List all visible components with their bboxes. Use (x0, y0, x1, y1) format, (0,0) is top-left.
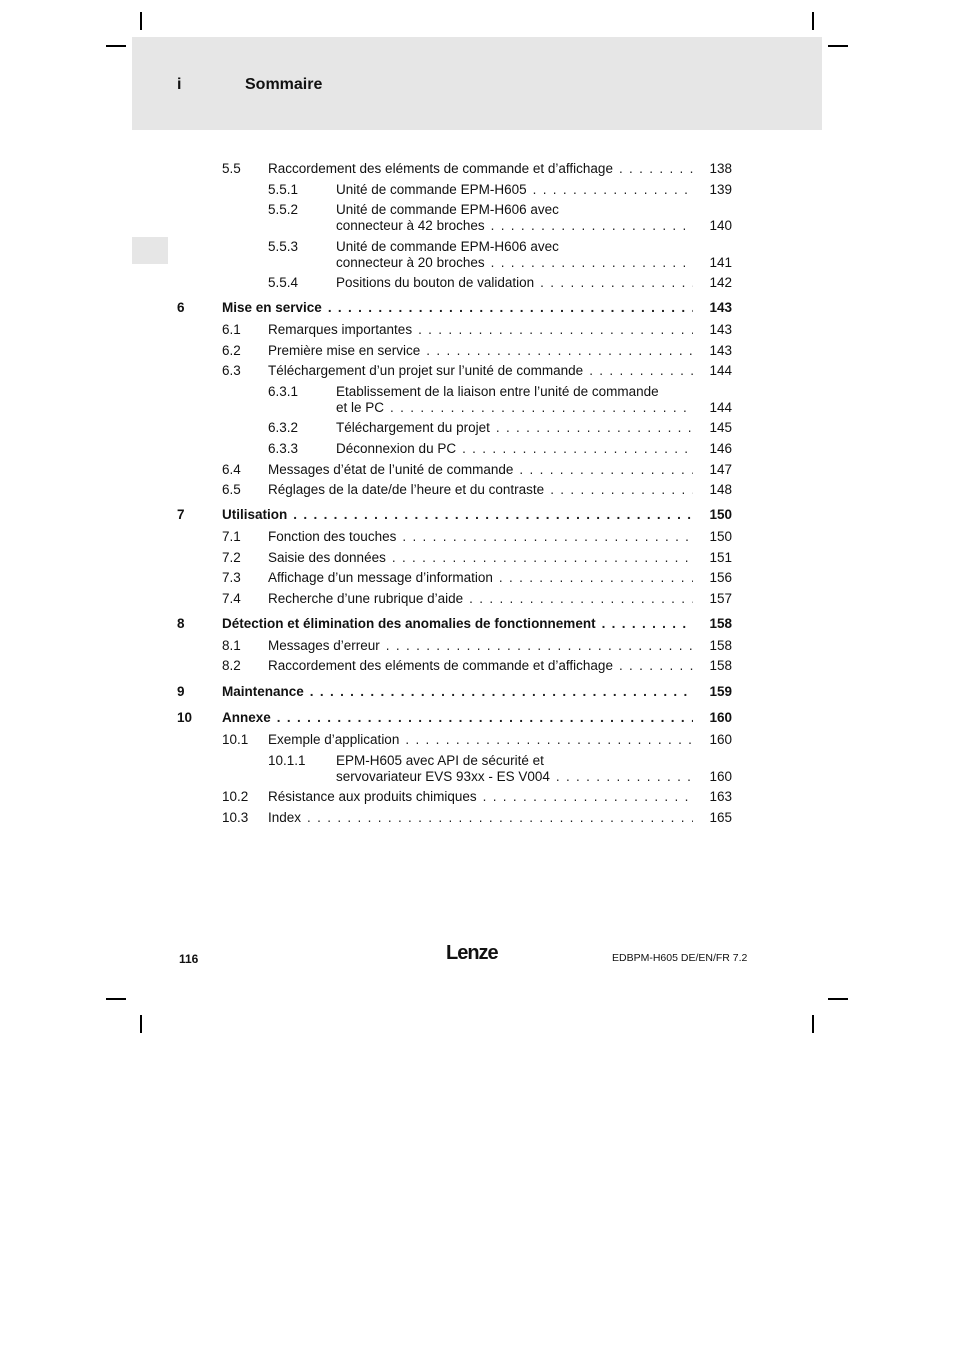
toc-entry-page: 151 (709, 550, 732, 565)
toc-entry-title: Messages d’erreur (268, 638, 380, 653)
toc-entry-page: 140 (709, 218, 732, 233)
dot-leader (392, 550, 693, 566)
document-id: EDBPM-H605 DE/EN/FR 7.2 (612, 952, 748, 964)
header-band (132, 37, 822, 130)
side-tab (132, 237, 168, 264)
toc-entry-title: Résistance aux produits chimiques (268, 789, 477, 804)
toc-entry-page: 143 (709, 343, 732, 358)
toc-entry-page: 146 (709, 441, 732, 456)
toc-entry-page: 148 (709, 482, 732, 497)
dot-leader (619, 658, 693, 674)
dot-leader (418, 322, 693, 338)
toc-entry-title: Première mise en service (268, 343, 421, 358)
toc-entry-number: 6 (177, 300, 185, 315)
toc-entry-title: et le PC (336, 400, 385, 415)
toc-entry-title: Fonction des touches (268, 529, 397, 544)
toc-entry-number: 5.5.3 (268, 239, 299, 254)
toc-entry-title: connecteur à 42 broches (336, 218, 485, 233)
toc-entry-title: servovariateur EVS 93xx - ES V004 (336, 769, 550, 784)
dot-leader (328, 300, 693, 316)
toc-entry-page: 158 (709, 616, 732, 631)
dot-leader (491, 255, 693, 271)
toc-entry-title: connecteur à 20 broches (336, 255, 485, 270)
lenze-logo: Lenze (446, 942, 498, 964)
toc-entry-page: 160 (709, 710, 732, 725)
toc-entry-title: Annexe (222, 710, 271, 725)
toc-entry-page: 158 (709, 658, 732, 673)
dot-leader (277, 710, 693, 726)
dot-leader (390, 400, 693, 416)
toc-entry-page: 139 (709, 182, 732, 197)
toc-entry-title: Remarques importantes (268, 322, 413, 337)
toc-entry-title: Positions du bouton de validation (336, 275, 535, 290)
toc-entry-title: Etablissement de la liaison entre l’unité de commande (336, 384, 659, 399)
toc-entry-number: 10.1.1 (268, 753, 306, 768)
dot-leader (499, 570, 693, 586)
toc-entry-page: 142 (709, 275, 732, 290)
toc-entry-page: 150 (709, 529, 732, 544)
toc-entry-number: 5.5.1 (268, 182, 299, 197)
toc-entry-page: 147 (709, 462, 732, 477)
toc-entry-title: Mise en service (222, 300, 322, 315)
toc-entry-title: Raccordement des eléments de commande et d’affichage (268, 161, 613, 176)
dot-leader (556, 769, 693, 785)
toc-entry-page: 145 (709, 420, 732, 435)
toc-entry-number: 10.1 (222, 732, 249, 747)
dot-leader (496, 420, 693, 436)
page-title: Sommaire (245, 76, 323, 93)
toc-entry-title: Exemple d’application (268, 732, 400, 747)
toc-entry-page: 160 (709, 732, 732, 747)
crop-mark (106, 45, 126, 47)
toc-entry-page: 163 (709, 789, 732, 804)
crop-mark (812, 12, 814, 30)
toc-entry-title: Déconnexion du PC (336, 441, 457, 456)
toc-entry-number: 6.4 (222, 462, 241, 477)
dot-leader (405, 732, 693, 748)
toc-entry-title: Unité de commande EPM-H606 avec (336, 239, 559, 254)
toc-entry-page: 160 (709, 769, 732, 784)
dot-leader (519, 462, 693, 478)
dot-leader (589, 363, 693, 379)
toc-entry-page: 144 (709, 363, 732, 378)
toc-entry-page: 158 (709, 638, 732, 653)
toc-entry-number: 6.3.2 (268, 420, 299, 435)
dot-leader (483, 789, 693, 805)
toc-entry-page: 150 (709, 507, 732, 522)
dot-leader (310, 684, 693, 700)
toc-entry-title: Téléchargement d’un projet sur l’unité de commande (268, 363, 584, 378)
toc-entry-number: 5.5.2 (268, 202, 299, 217)
toc-entry-page: 165 (709, 810, 732, 825)
toc-entry-page: 141 (709, 255, 732, 270)
toc-entry-number: 8.2 (222, 658, 241, 673)
crop-mark (106, 998, 126, 1000)
dot-leader (307, 810, 693, 826)
toc-entry-number: 10.3 (222, 810, 249, 825)
toc-entry-number: 7.1 (222, 529, 241, 544)
dot-leader (469, 591, 693, 607)
toc-entry-number: 8.1 (222, 638, 241, 653)
toc-entry-number: 9 (177, 684, 185, 699)
toc-entry-title: Téléchargement du projet (336, 420, 490, 435)
toc-entry-number: 7.3 (222, 570, 241, 585)
toc-entry-title: Unité de commande EPM-H605 (336, 182, 527, 197)
toc-entry-title: Affichage d’un message d’information (268, 570, 493, 585)
toc-entry-title: Détection et élimination des anomalies de fonctionnement (222, 616, 596, 631)
dot-leader (386, 638, 693, 654)
dot-leader (602, 616, 693, 632)
dot-leader (293, 507, 693, 523)
toc-entry-title: Saisie des données (268, 550, 386, 565)
toc-entry-number: 7.2 (222, 550, 241, 565)
toc-entry-page: 157 (709, 591, 732, 606)
toc-entry-number: 8 (177, 616, 185, 631)
toc-entry-number: 6.5 (222, 482, 241, 497)
toc-entry-number: 7.4 (222, 591, 241, 606)
toc-entry-title: Utilisation (222, 507, 288, 522)
toc-entry-title: Maintenance (222, 684, 304, 699)
toc-entry-number: 5.5 (222, 161, 241, 176)
dot-leader (462, 441, 693, 457)
dot-leader (533, 182, 693, 198)
toc-entry-title: Messages d’état de l’unité de commande (268, 462, 514, 477)
toc-entry-page: 138 (709, 161, 732, 176)
toc-entry-number: 6.2 (222, 343, 241, 358)
toc-entry-number: 6.1 (222, 322, 241, 337)
toc-entry-page: 143 (709, 300, 732, 315)
dot-leader (402, 529, 693, 545)
toc-entry-page: 159 (709, 684, 732, 699)
dot-leader (540, 275, 693, 291)
toc-entry-title: Index (268, 810, 302, 825)
toc-entry-page: 144 (709, 400, 732, 415)
page-number: 116 (179, 952, 199, 966)
dot-leader (426, 343, 693, 359)
toc-entry-number: 10 (177, 710, 193, 725)
toc-entry-title: Unité de commande EPM-H606 avec (336, 202, 559, 217)
crop-mark (140, 12, 142, 30)
toc-entry-title: Recherche d’une rubrique d’aide (268, 591, 464, 606)
toc-entry-number: 10.2 (222, 789, 249, 804)
toc-entry-number: 6.3.3 (268, 441, 299, 456)
toc-entry-number: 5.5.4 (268, 275, 299, 290)
dot-leader (491, 218, 693, 234)
section-marker: i (177, 76, 182, 93)
toc-entry-title: Raccordement des eléments de commande et d’affichage (268, 658, 613, 673)
crop-mark (828, 45, 848, 47)
crop-mark (828, 998, 848, 1000)
dot-leader (619, 161, 693, 177)
toc-entry-title: EPM-H605 avec API de sécurité et (336, 753, 544, 768)
toc-entry-page: 143 (709, 322, 732, 337)
crop-mark (140, 1015, 142, 1033)
toc-entry-number: 6.3.1 (268, 384, 299, 399)
toc-entry-title: Réglages de la date/de l’heure et du contraste (268, 482, 545, 497)
crop-mark (812, 1015, 814, 1033)
dot-leader (550, 482, 693, 498)
toc-entry-number: 6.3 (222, 363, 241, 378)
toc-entry-page: 156 (709, 570, 732, 585)
toc-entry-number: 7 (177, 507, 185, 522)
